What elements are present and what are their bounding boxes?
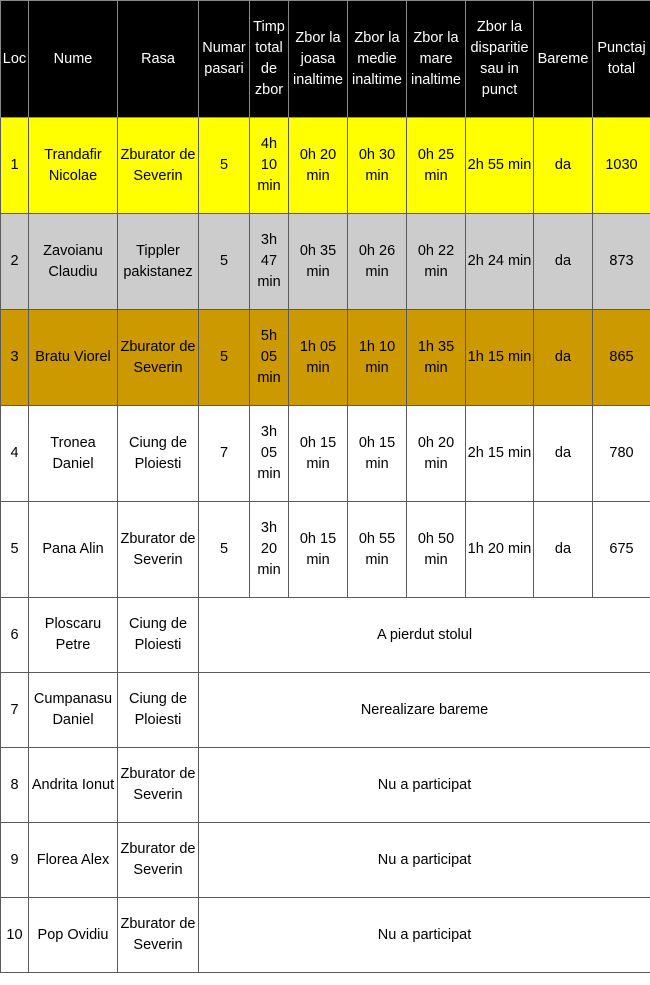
cell-rasa: Zburator de Severin (118, 748, 199, 823)
cell-timp: 3h 20 min (250, 502, 289, 598)
cell-rasa: Zburator de Severin (118, 823, 199, 898)
cell-rasa: Zburator de Severin (118, 310, 199, 406)
cell-rasa: Ciung de Ploiesti (118, 673, 199, 748)
cell-disparitie: 1h 15 min (466, 310, 534, 406)
cell-loc: 3 (1, 310, 29, 406)
cell-loc: 8 (1, 748, 29, 823)
cell-joasa: 0h 20 min (289, 118, 348, 214)
cell-timp: 3h 05 min (250, 406, 289, 502)
table-row (1, 118, 650, 214)
header-zbor-mare: Zbor la mare inaltime (407, 1, 466, 118)
cell-bareme: da (534, 502, 593, 598)
cell-joasa: 1h 05 min (289, 310, 348, 406)
header-bareme: Bareme (534, 1, 593, 118)
cell-loc: 4 (1, 406, 29, 502)
cell-nume: Trandafir Nicolae (29, 118, 118, 214)
cell-status: Nu a participat (199, 823, 650, 898)
cell-loc: 10 (1, 898, 29, 973)
cell-timp: 5h 05 min (250, 310, 289, 406)
table-row (1, 310, 650, 406)
cell-bareme: da (534, 310, 593, 406)
cell-medie: 0h 15 min (348, 406, 407, 502)
header-punctaj: Punctaj total (593, 1, 650, 118)
cell-disparitie: 2h 15 min (466, 406, 534, 502)
header-zbor-medie: Zbor la medie inaltime (348, 1, 407, 118)
cell-punctaj: 873 (593, 214, 650, 310)
cell-punctaj: 1030 (593, 118, 650, 214)
cell-nume: Zavoianu Claudiu (29, 214, 118, 310)
cell-mare: 0h 22 min (407, 214, 466, 310)
cell-loc: 9 (1, 823, 29, 898)
cell-timp: 3h 47 min (250, 214, 289, 310)
cell-loc: 7 (1, 673, 29, 748)
cell-rasa: Ciung de Ploiesti (118, 406, 199, 502)
cell-disparitie: 2h 55 min (466, 118, 534, 214)
cell-medie: 0h 30 min (348, 118, 407, 214)
cell-numar: 5 (199, 118, 250, 214)
table-row (1, 598, 650, 673)
cell-rasa: Zburator de Severin (118, 118, 199, 214)
cell-status: A pierdut stolul (199, 598, 650, 673)
table-row (1, 214, 650, 310)
cell-medie: 0h 26 min (348, 214, 407, 310)
cell-nume: Ploscaru Petre (29, 598, 118, 673)
cell-mare: 1h 35 min (407, 310, 466, 406)
table-row (1, 823, 650, 898)
cell-rasa: Tippler pakistanez (118, 214, 199, 310)
header-nume: Nume (29, 1, 118, 118)
table-row (1, 673, 650, 748)
cell-nume: Bratu Viorel (29, 310, 118, 406)
cell-loc: 5 (1, 502, 29, 598)
cell-punctaj: 780 (593, 406, 650, 502)
header-loc: Loc (1, 1, 29, 118)
cell-disparitie: 1h 20 min (466, 502, 534, 598)
cell-medie: 1h 10 min (348, 310, 407, 406)
cell-joasa: 0h 35 min (289, 214, 348, 310)
header-zbor-joasa: Zbor la joasa inaltime (289, 1, 348, 118)
table-row (1, 406, 650, 502)
cell-numar: 7 (199, 406, 250, 502)
cell-nume: Cumpanasu Daniel (29, 673, 118, 748)
header-numar-pasari: Numar pasari (199, 1, 250, 118)
cell-mare: 0h 50 min (407, 502, 466, 598)
table-row (1, 898, 650, 973)
cell-mare: 0h 25 min (407, 118, 466, 214)
cell-joasa: 0h 15 min (289, 406, 348, 502)
cell-bareme: da (534, 118, 593, 214)
table-row (1, 502, 650, 598)
cell-numar: 5 (199, 502, 250, 598)
cell-status: Nerealizare bareme (199, 673, 650, 748)
cell-nume: Pana Alin (29, 502, 118, 598)
cell-loc: 1 (1, 118, 29, 214)
cell-medie: 0h 55 min (348, 502, 407, 598)
cell-bareme: da (534, 214, 593, 310)
cell-loc: 6 (1, 598, 29, 673)
cell-loc: 2 (1, 214, 29, 310)
cell-timp: 4h 10 min (250, 118, 289, 214)
cell-rasa: Ciung de Ploiesti (118, 598, 199, 673)
cell-bareme: da (534, 406, 593, 502)
cell-nume: Andrita Ionut (29, 748, 118, 823)
cell-mare: 0h 20 min (407, 406, 466, 502)
cell-status: Nu a participat (199, 748, 650, 823)
header-rasa: Rasa (118, 1, 199, 118)
cell-nume: Tronea Daniel (29, 406, 118, 502)
cell-status: Nu a participat (199, 898, 650, 973)
cell-punctaj: 865 (593, 310, 650, 406)
cell-punctaj: 675 (593, 502, 650, 598)
cell-rasa: Zburator de Severin (118, 502, 199, 598)
header-timp-total: Timp total de zbor (250, 1, 289, 118)
table-row (1, 748, 650, 823)
cell-numar: 5 (199, 214, 250, 310)
cell-joasa: 0h 15 min (289, 502, 348, 598)
cell-disparitie: 2h 24 min (466, 214, 534, 310)
cell-nume: Florea Alex (29, 823, 118, 898)
cell-nume: Pop Ovidiu (29, 898, 118, 973)
cell-numar: 5 (199, 310, 250, 406)
cell-rasa: Zburator de Severin (118, 898, 199, 973)
header-zbor-disparitie: Zbor la disparitie sau in punct (466, 1, 534, 118)
header-row (1, 1, 650, 118)
